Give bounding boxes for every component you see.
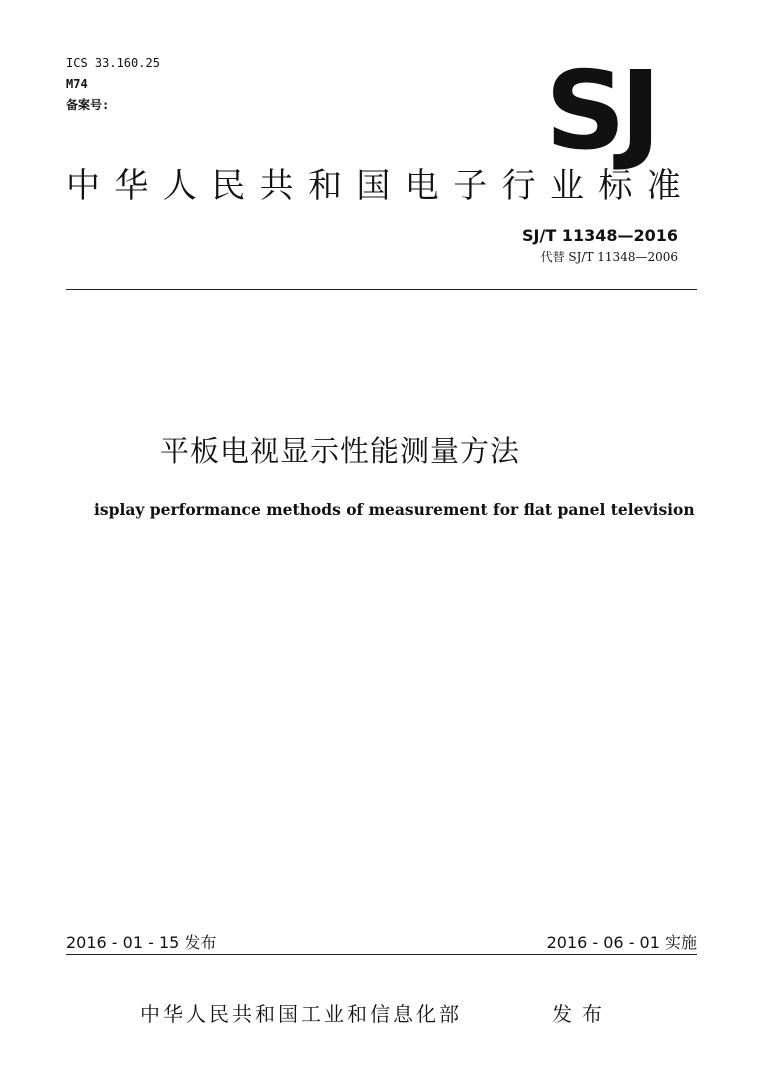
- ics-number: ICS 33.160.25: [66, 56, 160, 70]
- classification-code: M74: [66, 77, 88, 91]
- bottom-divider: [66, 954, 697, 955]
- replaces-note: 代替 SJ/T 11348—2006: [540, 250, 678, 264]
- title-english: isplay performance methods of measurement for flat panel television: [94, 500, 695, 519]
- issue-date: 2016 - 01 - 15 发布: [66, 933, 217, 952]
- title-chinese: 平板电视显示性能测量方法: [160, 434, 521, 468]
- top-divider: [66, 289, 697, 290]
- record-number-label: 备案号:: [66, 98, 110, 112]
- standard-code: SJ/T 11348—2016: [522, 226, 678, 245]
- implementation-date: 2016 - 06 - 01 实施: [546, 933, 697, 952]
- publish-label: 发布: [552, 1002, 612, 1026]
- standard-type-heading: 中华人民共和国电子行业标准: [66, 166, 696, 206]
- sj-logo: SJ: [545, 49, 656, 174]
- publisher-name: 中华人民共和国工业和信息化部: [140, 1002, 462, 1026]
